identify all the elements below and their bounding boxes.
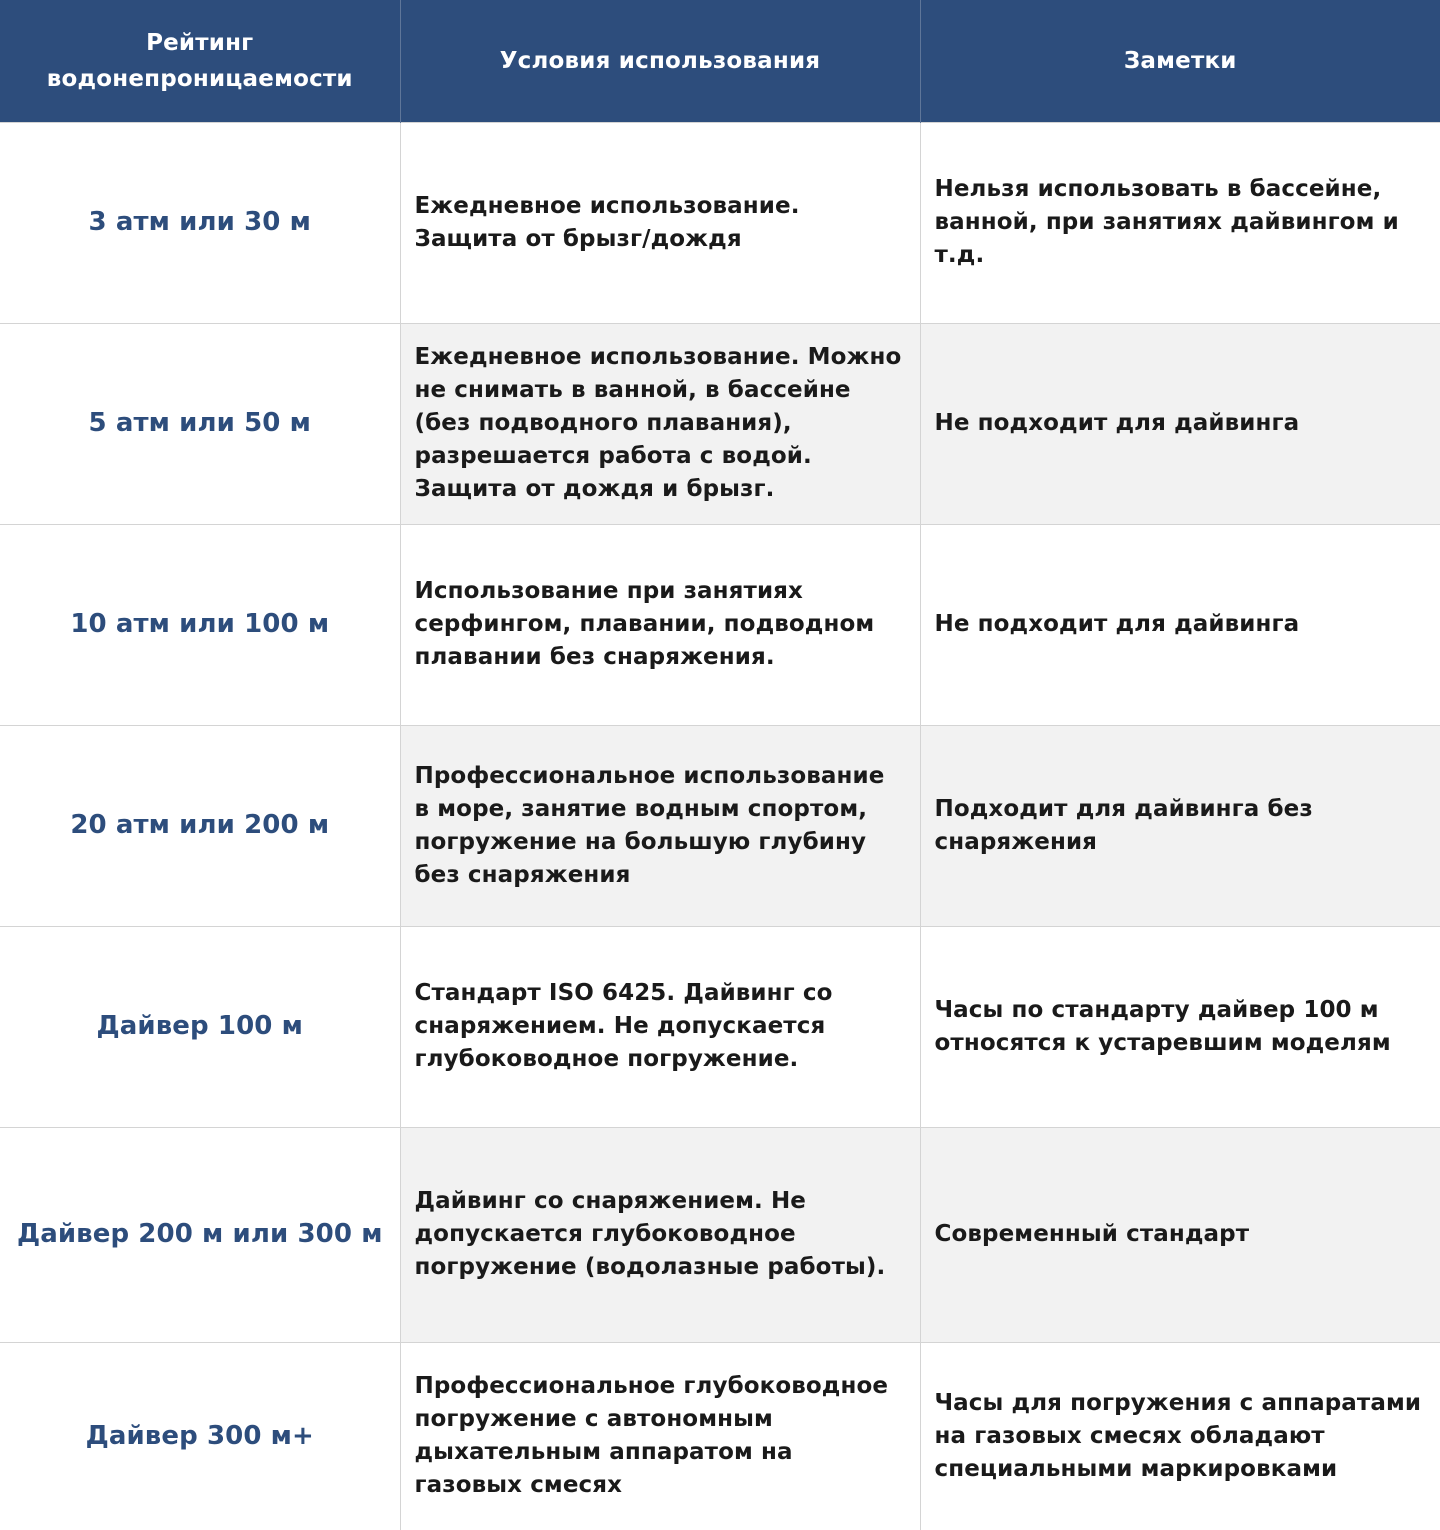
rating-cell: 3 атм или 30 м [0, 122, 400, 323]
usage-cell: Профессиональное глубоководное погружение с автономным дыхательным аппаратом на газовых смесях [400, 1342, 920, 1530]
notes-cell: Не подходит для дайвинга [920, 323, 1440, 524]
table-row [0, 926, 1440, 1127]
notes-cell: Нельзя использовать в бассейне, ванной, при занятиях дайвингом и т.д. [920, 122, 1440, 323]
table-row [0, 1127, 1440, 1342]
notes-cell: Не подходит для дайвинга [920, 524, 1440, 725]
notes-cell: Современный стандарт [920, 1127, 1440, 1342]
table-body [0, 122, 1440, 1530]
table-row [0, 323, 1440, 524]
header-notes: Заметки [920, 0, 1440, 122]
table-row [0, 122, 1440, 323]
header-rating: Рейтинг водонепроницаемости [0, 0, 400, 122]
usage-cell: Использование при занятиях серфингом, плавании, подводном плавании без снаряжения. [400, 524, 920, 725]
usage-cell: Профессиональное использование в море, занятие водным спортом, погружение на большую глубину без снаряжения [400, 725, 920, 926]
usage-cell: Ежедневное использование. Можно не снимать в ванной, в бассейне (без подводного плавания), разрешается работа с водой. Защита от дождя и брызг. [400, 323, 920, 524]
rating-cell: Дайвер 200 м или 300 м [0, 1127, 400, 1342]
notes-cell: Часы по стандарту дайвер 100 м относятся к устаревшим моделям [920, 926, 1440, 1127]
rating-cell: Дайвер 100 м [0, 926, 400, 1127]
usage-cell: Дайвинг со снаряжением. Не допускается глубоководное погружение (водолазные работы). [400, 1127, 920, 1342]
rating-cell: 5 атм или 50 м [0, 323, 400, 524]
rating-cell: Дайвер 300 м+ [0, 1342, 400, 1530]
table-row [0, 524, 1440, 725]
table-header [0, 0, 1440, 122]
table-row [0, 725, 1440, 926]
table-row [0, 1342, 1440, 1530]
rating-cell: 20 атм или 200 м [0, 725, 400, 926]
rating-cell: 10 атм или 100 м [0, 524, 400, 725]
usage-cell: Ежедневное использование. Защита от брызг/дождя [400, 122, 920, 323]
usage-cell: Стандарт ISO 6425. Дайвинг со снаряжением. Не допускается глубоководное погружение. [400, 926, 920, 1127]
header-row [0, 0, 1440, 122]
notes-cell: Подходит для дайвинга без снаряжения [920, 725, 1440, 926]
notes-cell: Часы для погружения с аппаратами на газовых смесях обладают специальными маркировками [920, 1342, 1440, 1530]
header-usage: Условия использования [400, 0, 920, 122]
